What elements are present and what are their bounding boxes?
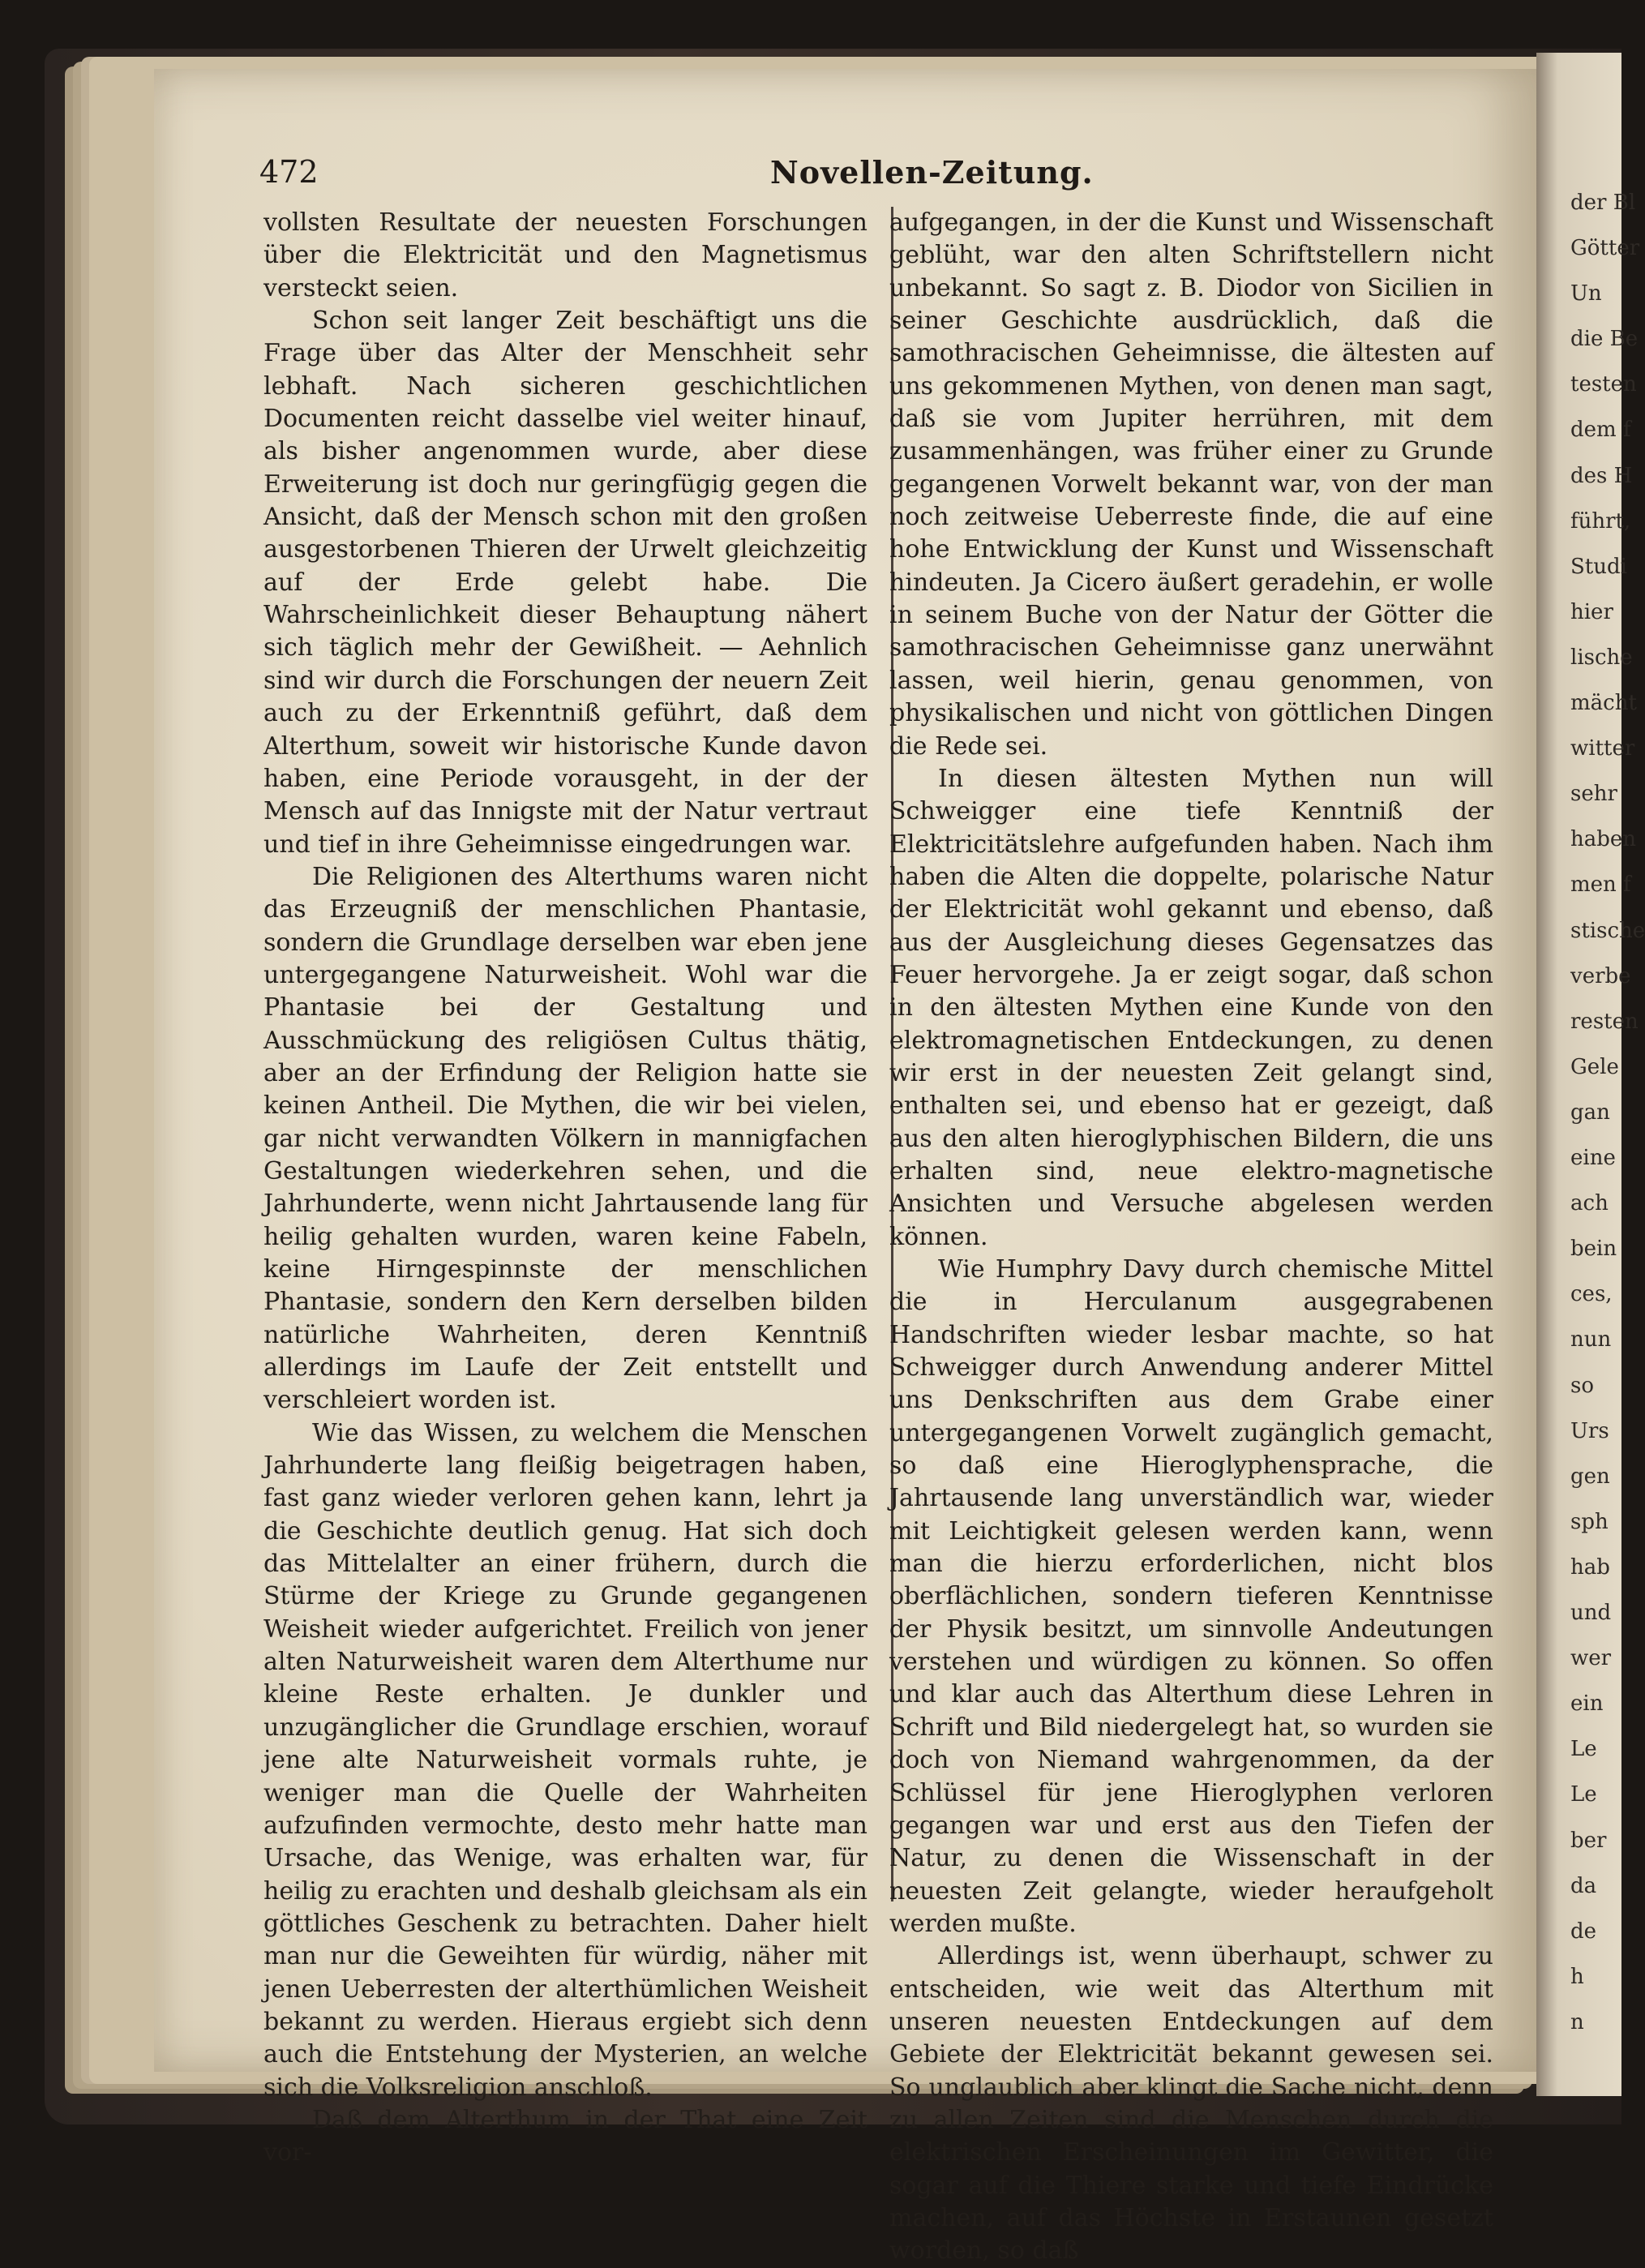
facing-page-fragment: nun [1570, 1327, 1612, 1353]
facing-page-fragment: Götter [1570, 236, 1640, 261]
facing-page-fragment: testen [1570, 372, 1637, 397]
paragraph: Daß dem Alterthum in der That eine Zeit vor- [263, 2105, 867, 2167]
paragraph: Wie Humphry Davy durch chemische Mittel die in Herculanum ausgegrabenen Handschriften wieder lesbar machte, so hat Schweigger durch Anwendung anderer Mittel uns Denkschriften aus dem Grabe einer untergegangenen Vorwelt zugänglich gemacht, so daß eine Hieroglyphensprache, die Jahrtausende lang unverständlich war, wieder mit Leichtigkeit gelesen werden kann, wenn man die hierzu erforderlichen, nicht blos oberflächlichen, sondern tieferen Kenntnisse der Physik besitzt, um sinnvolle Andeutungen verstehen und würdigen zu können. So offen und klar auch das Alterthum diese Lehren in Schrift und Bild niedergelegt hat, so wurden sie doch von Niemand wahrgenommen, da der Schlüssel für jene Hieroglyphen verloren gegangen war und erst aus den Tiefen der Natur, zu denen die Wissenschaft in der neuesten Zeit gelangte, wieder heraufgeholt werden mußte. [889, 1255, 1493, 1938]
facing-page-fragment: witter [1570, 736, 1635, 761]
paragraph: Wie das Wissen, zu welchem die Menschen Jahrhunderte lang fleißig beigetragen haben, fast ganz wieder verloren gehen kann, lehrt ja die Geschichte deutlich genug. Hat sich doch das Mittelalter an einer frühern, durch die Stürme der Kriege zu Grunde gegangenen Weisheit wieder aufgerichtet. Freilich von jener alten Naturweisheit waren dem Alterthume nur kleine Reste erhalten. Je dunkler und unzugänglicher die Grundlage erschien, worauf jene alte Naturweisheit vormals ruhte, je weniger man die Quelle der Wahrheiten aufzufinden vermochte, desto mehr hatte man Ursache, das Wenige, was erhalten war, für heilig zu erachten und deshalb gleichsam als ein göttliches Geschenk zu betrachten. Daher hielt man nur die Geweihten für würdig, näher mit jenen Ueberresten der alterthümlichen Weisheit bekannt zu werden. Hieraus ergiebt sich denn auch die Entstehung der Mysterien, an welche sich die Volksreligion anschloß. [263, 1418, 867, 2102]
facing-page-fragment: men f [1570, 872, 1631, 898]
facing-page-fragment: der Bl [1570, 191, 1636, 215]
facing-page-fragment: und [1570, 1601, 1612, 1626]
page-header [259, 154, 1524, 195]
running-title: Novellen-Zeitung. [770, 154, 1094, 191]
facing-page-fragment: da [1570, 1873, 1597, 1898]
facing-page-fragment: dem f [1570, 418, 1631, 443]
facing-page [1536, 53, 1645, 2096]
paragraph: aufgegangen, in der die Kunst und Wissenschaft geblüht, war den alten Schriftstellern nicht unbekannt. So sagt z. B. Diodor von Sicilien in seiner Geschichte ausdrücklich, daß die samothracischen Geheimnisse, die ältesten auf uns gekommenen Mythen, von denen man sagt, daß sie vom Jupiter herrühren, mit dem zusammenhängen, was früher einer zu Grunde gegangenen Vorwelt bekannt war, von der man noch zeitweise Ueberreste finde, die auf eine hohe Entwicklung der Kunst und Wissenschaft hindeuten. Ja Cicero äußert geradehin, er wolle in seinem Buche von der Natur der Götter die samothracischen Geheimnisse ganz unerwähnt lassen, weil hierin, genau genommen, von physikalischen und nicht von göttlichen Dingen die Rede sei. [889, 208, 1493, 761]
left-column [263, 207, 867, 2170]
paragraph: Schon seit langer Zeit beschäftigt uns die Frage über das Alter der Menschheit sehr lebhaft. Nach sicheren geschichtlichen Documenten reicht dasselbe viel weiter hinauf, als bisher angenommen wurde, aber diese Erweiterung ist doch nur geringfügig gegen die Ansicht, daß der Mensch schon mit den großen ausgestorbenen Thieren der Urwelt gleichzeitig auf der Erde gelebt habe. Die Wahrscheinlichkeit dieser Behauptung nähert sich täglich mehr der Gewißheit. — Aehnlich sind wir durch die Forschungen der neuern Zeit auch zu der Erkenntniß geführt, daß dem Alterthum, soweit wir historische Kunde davon haben, eine Periode vorausgeht, in der der Mensch auf das Innigste mit der Natur vertraut und tief in ihre Geheimnisse eingedrungen war. [263, 307, 867, 859]
facing-page-fragment: ces, [1570, 1282, 1613, 1307]
facing-page-fragment: hab [1570, 1554, 1610, 1580]
right-column [889, 207, 1493, 2268]
paragraph: vollsten Resultate der neuesten Forschungen über die Elektricität und den Magnetismus versteckt seien. [263, 208, 867, 302]
facing-page-fragment: ach [1570, 1191, 1609, 1216]
paragraph: Allerdings ist, wenn überhaupt, schwer zu entscheiden, wie weit das Alterthum mit unseren neuesten Entdeckungen auf dem Gebiete der Elektricität bekannt gewesen sei. So unglaublich aber klingt die Sache nicht, denn zu allen Zeiten sind die Menschen durch die elektrischen Erscheinungen im Gewitter, die sogar auf die Thiere starke und tiefe Eindrücke machen, auf das Höchste in Erstaunen gesetzt worden, so daß [889, 1942, 1493, 2266]
facing-page-fragment: Urs [1570, 1418, 1609, 1443]
facing-page-fragment: n [1570, 2009, 1584, 2034]
facing-page-fragment: stische [1570, 918, 1645, 943]
facing-page-fragment: Le [1570, 1782, 1597, 1807]
facing-page-fragment: hier [1570, 599, 1613, 624]
facing-page-fragment: haben [1570, 827, 1637, 852]
facing-page-fragment: so [1570, 1373, 1594, 1398]
facing-page-fragment: verbe [1570, 963, 1631, 988]
facing-page-fragment: resten [1570, 1009, 1639, 1034]
paragraph: Die Religionen des Alterthums waren nicht das Erzeugniß der menschlichen Phantasie, sondern die Grundlage derselben war eben jene untergegangene Naturweisheit. Wohl war die Phantasie bei der Gestaltung und Ausschmückung des religiösen Cultus thätig, aber an der Erfindung der Religion hatte sie keinen Antheil. Die Mythen, die wir bei vielen, gar nicht verwandten Völkern in mannigfachen Gestaltungen wiederkehren sehen, und die Jahrhunderte, wenn nicht Jahrtausende lang für heilig gehalten wurden, waren keine Fabeln, keine Hirngespinnste der menschlichen Phantasie, sondern den Kern derselben bilden natürliche Wahrheiten, deren Kenntniß allerdings im Laufe der Zeit entstellt und verschleiert worden ist. [263, 862, 867, 1415]
facing-page-fragment: lische [1570, 645, 1633, 670]
facing-page-fragment: h [1570, 1964, 1584, 1989]
facing-page-fragment: bein [1570, 1237, 1617, 1262]
facing-page-fragment: Gele [1570, 1054, 1619, 1079]
facing-page-fragment: mächt [1570, 691, 1637, 716]
page-number: 472 [259, 154, 319, 190]
facing-page-fragment: des H [1570, 463, 1633, 488]
facing-page-fragment: sehr [1570, 782, 1617, 807]
facing-page-fragment: eine [1570, 1146, 1616, 1171]
facing-page-fragment: ber [1570, 1828, 1607, 1853]
facing-page-fragment: sph [1570, 1509, 1609, 1534]
paragraph: In diesen ältesten Mythen nun will Schweigger eine tiefe Kenntniß der Elektricitätslehre aufgefunden haben. Nach ihm haben die Alten die doppelte, polarische Natur der Elektricität wohl gekannt und ebenso, daß aus der Ausgleichung dieses Gegensatzes das Feuer hervorgehe. Ja er zeigt sogar, daß schon in den ältesten Mythen eine Kunde von den elektromagnetischen Entdeckungen, zu denen wir erst in der neuesten Zeit gelangt sind, enthalten sei, und ebenso hat er gezeigt, daß aus den alten hieroglyphischen Bildern, die uns erhalten sind, neue elektro-magnetische Ansichten und Versuche abgelesen werden können. [889, 764, 1493, 1251]
facing-page-fragment: de [1570, 1919, 1597, 1944]
facing-page-fragment: ein [1570, 1691, 1604, 1717]
facing-page-fragment: wer [1570, 1646, 1612, 1671]
facing-page-fragment: die Be [1570, 327, 1639, 352]
facing-page-fragment: Studi [1570, 554, 1627, 579]
facing-page-fragment: Un [1570, 281, 1602, 307]
facing-page-fragment: führt, [1570, 508, 1631, 534]
facing-page-fragment: gan [1570, 1100, 1610, 1125]
facing-page-fragment: gen [1570, 1464, 1610, 1489]
facing-page-fragment: Le [1570, 1737, 1597, 1762]
